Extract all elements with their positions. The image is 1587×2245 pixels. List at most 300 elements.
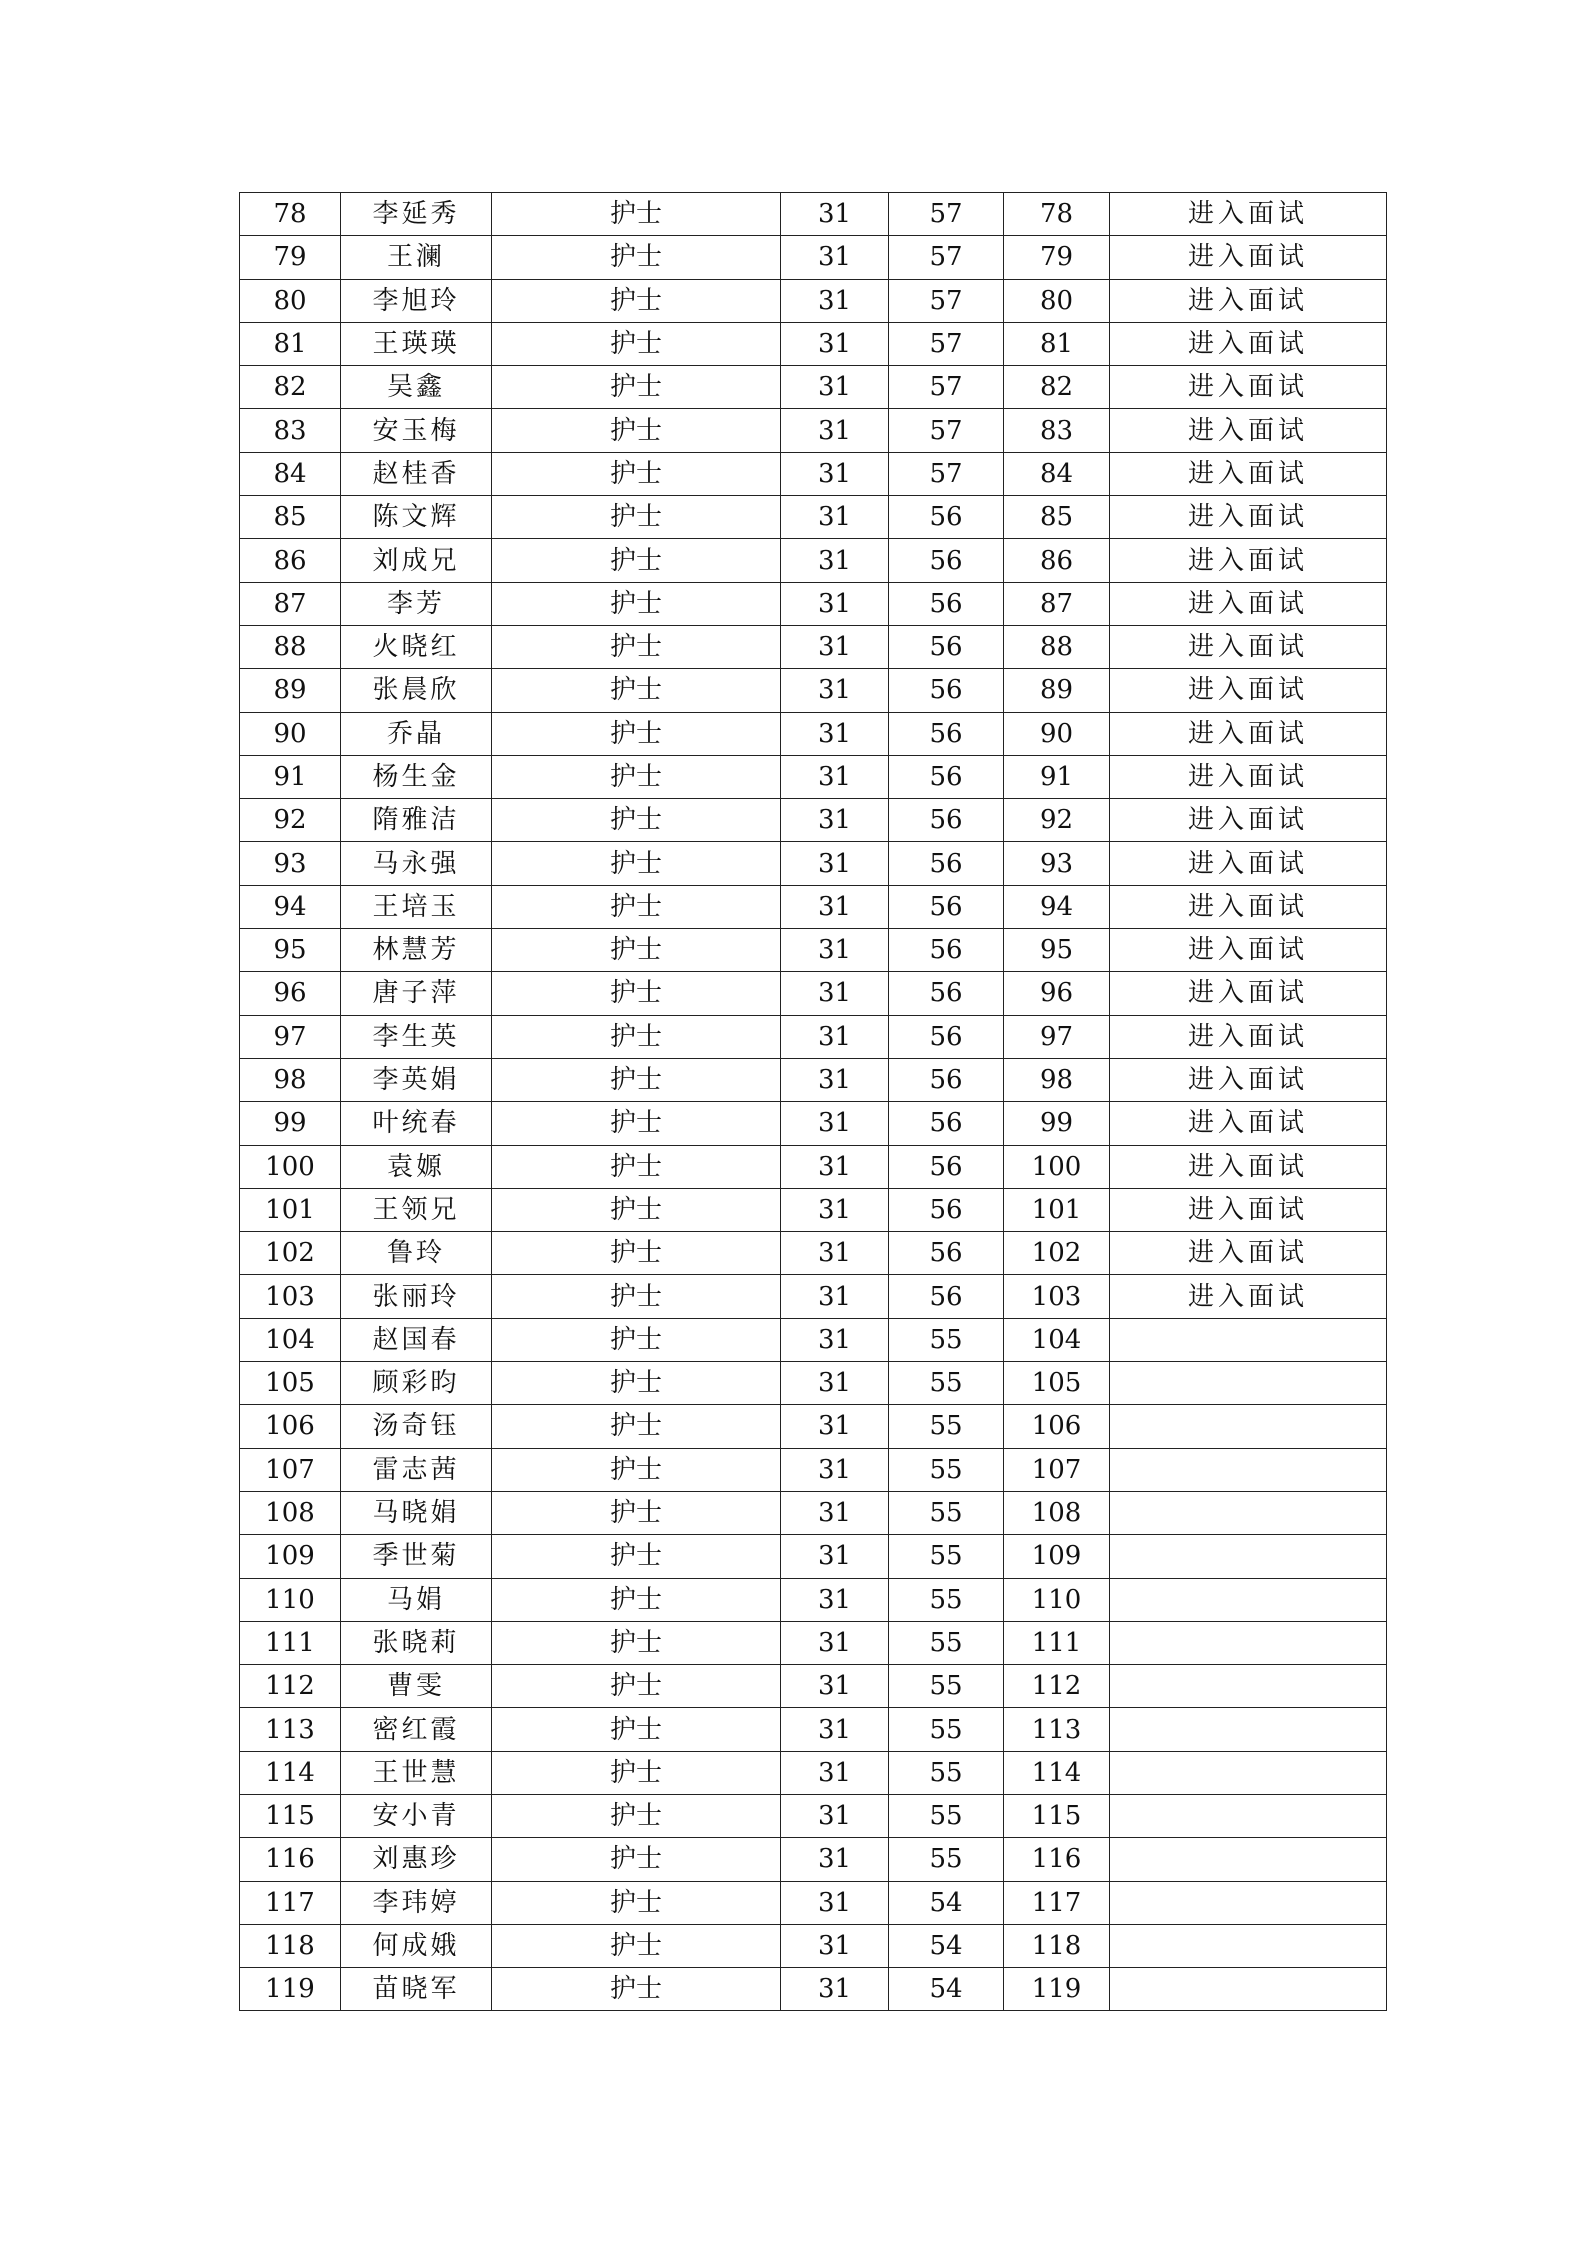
score-cell: 54: [889, 1968, 1004, 2011]
table-row: [240, 1665, 1387, 1708]
table-row: [240, 929, 1387, 972]
row-number-cell: 107: [240, 1448, 341, 1491]
table-row: [240, 1881, 1387, 1924]
position-code-cell: 31: [781, 193, 889, 236]
score-cell: 55: [889, 1621, 1004, 1664]
score-cell: 56: [889, 582, 1004, 625]
row-number-cell: 113: [240, 1708, 341, 1751]
row-number-cell: 93: [240, 842, 341, 885]
status-cell: [1110, 1838, 1387, 1881]
position-code-cell: 31: [781, 1751, 889, 1794]
status-cell: 进入面试: [1110, 669, 1387, 712]
position-code-cell: 31: [781, 1924, 889, 1967]
rank-cell: 118: [1004, 1924, 1110, 1967]
position-code-cell: 31: [781, 799, 889, 842]
row-number-cell: 84: [240, 452, 341, 495]
position-cell: 护士: [492, 1448, 781, 1491]
status-cell: [1110, 1881, 1387, 1924]
score-cell: 56: [889, 1102, 1004, 1145]
status-cell: 进入面试: [1110, 409, 1387, 452]
name-cell: 马娟: [341, 1578, 492, 1621]
rank-cell: 80: [1004, 279, 1110, 322]
candidate-score-table: [239, 192, 1387, 2011]
table-row: [240, 1232, 1387, 1275]
rank-cell: 102: [1004, 1232, 1110, 1275]
position-cell: 护士: [492, 1665, 781, 1708]
row-number-cell: 106: [240, 1405, 341, 1448]
position-code-cell: 31: [781, 1145, 889, 1188]
status-cell: [1110, 1448, 1387, 1491]
rank-cell: 88: [1004, 625, 1110, 668]
score-cell: 54: [889, 1924, 1004, 1967]
table-row: [240, 1535, 1387, 1578]
name-cell: 刘惠珍: [341, 1838, 492, 1881]
rank-cell: 114: [1004, 1751, 1110, 1794]
score-cell: 56: [889, 1058, 1004, 1101]
score-cell: 56: [889, 1232, 1004, 1275]
position-cell: 护士: [492, 1838, 781, 1881]
rank-cell: 92: [1004, 799, 1110, 842]
position-cell: 护士: [492, 1621, 781, 1664]
position-code-cell: 31: [781, 1405, 889, 1448]
table-body: [240, 193, 1387, 2011]
position-cell: 护士: [492, 1232, 781, 1275]
row-number-cell: 110: [240, 1578, 341, 1621]
table-row: [240, 1838, 1387, 1881]
name-cell: 叶统春: [341, 1102, 492, 1145]
table-row: [240, 496, 1387, 539]
score-cell: 55: [889, 1578, 1004, 1621]
table-row: [240, 279, 1387, 322]
rank-cell: 89: [1004, 669, 1110, 712]
row-number-cell: 103: [240, 1275, 341, 1318]
rank-cell: 86: [1004, 539, 1110, 582]
status-cell: 进入面试: [1110, 193, 1387, 236]
rank-cell: 116: [1004, 1838, 1110, 1881]
position-code-cell: 31: [781, 1232, 889, 1275]
position-code-cell: 31: [781, 885, 889, 928]
row-number-cell: 81: [240, 322, 341, 365]
status-cell: [1110, 1405, 1387, 1448]
name-cell: 马永强: [341, 842, 492, 885]
position-cell: 护士: [492, 1578, 781, 1621]
status-cell: [1110, 1665, 1387, 1708]
position-cell: 护士: [492, 1794, 781, 1837]
name-cell: 顾彩昀: [341, 1362, 492, 1405]
position-code-cell: 31: [781, 1665, 889, 1708]
position-code-cell: 31: [781, 1102, 889, 1145]
row-number-cell: 95: [240, 929, 341, 972]
table-row: [240, 366, 1387, 409]
rank-cell: 115: [1004, 1794, 1110, 1837]
position-code-cell: 31: [781, 1535, 889, 1578]
table-row: [240, 712, 1387, 755]
row-number-cell: 91: [240, 755, 341, 798]
rank-cell: 99: [1004, 1102, 1110, 1145]
position-code-cell: 31: [781, 409, 889, 452]
name-cell: 王澜: [341, 236, 492, 279]
status-cell: 进入面试: [1110, 1102, 1387, 1145]
table-row: [240, 322, 1387, 365]
table-row: [240, 452, 1387, 495]
name-cell: 李延秀: [341, 193, 492, 236]
name-cell: 赵桂香: [341, 452, 492, 495]
name-cell: 刘成兄: [341, 539, 492, 582]
table-row: [240, 1751, 1387, 1794]
rank-cell: 94: [1004, 885, 1110, 928]
position-code-cell: 31: [781, 366, 889, 409]
position-code-cell: 31: [781, 582, 889, 625]
score-cell: 57: [889, 322, 1004, 365]
score-cell: 55: [889, 1405, 1004, 1448]
row-number-cell: 102: [240, 1232, 341, 1275]
rank-cell: 95: [1004, 929, 1110, 972]
row-number-cell: 98: [240, 1058, 341, 1101]
row-number-cell: 116: [240, 1838, 341, 1881]
rank-cell: 111: [1004, 1621, 1110, 1664]
rank-cell: 97: [1004, 1015, 1110, 1058]
score-cell: 57: [889, 279, 1004, 322]
rank-cell: 100: [1004, 1145, 1110, 1188]
row-number-cell: 108: [240, 1491, 341, 1534]
score-cell: 57: [889, 366, 1004, 409]
status-cell: 进入面试: [1110, 1058, 1387, 1101]
name-cell: 王领兄: [341, 1188, 492, 1231]
row-number-cell: 99: [240, 1102, 341, 1145]
score-cell: 56: [889, 799, 1004, 842]
rank-cell: 113: [1004, 1708, 1110, 1751]
rank-cell: 105: [1004, 1362, 1110, 1405]
row-number-cell: 112: [240, 1665, 341, 1708]
status-cell: [1110, 1535, 1387, 1578]
position-cell: 护士: [492, 409, 781, 452]
table-row: [240, 1058, 1387, 1101]
name-cell: 吴鑫: [341, 366, 492, 409]
position-code-cell: 31: [781, 929, 889, 972]
name-cell: 马晓娟: [341, 1491, 492, 1534]
rank-cell: 106: [1004, 1405, 1110, 1448]
position-code-cell: 31: [781, 1881, 889, 1924]
name-cell: 火晓红: [341, 625, 492, 668]
table-row: [240, 1794, 1387, 1837]
status-cell: [1110, 1794, 1387, 1837]
table-row: [240, 1015, 1387, 1058]
table-row: [240, 1405, 1387, 1448]
row-number-cell: 100: [240, 1145, 341, 1188]
status-cell: 进入面试: [1110, 972, 1387, 1015]
row-number-cell: 87: [240, 582, 341, 625]
score-cell: 55: [889, 1362, 1004, 1405]
row-number-cell: 78: [240, 193, 341, 236]
position-cell: 护士: [492, 885, 781, 928]
table-row: [240, 1968, 1387, 2011]
table-row: [240, 409, 1387, 452]
position-cell: 护士: [492, 712, 781, 755]
table-row: [240, 885, 1387, 928]
status-cell: 进入面试: [1110, 366, 1387, 409]
table-row: [240, 972, 1387, 1015]
position-cell: 护士: [492, 1275, 781, 1318]
position-cell: 护士: [492, 1015, 781, 1058]
status-cell: 进入面试: [1110, 755, 1387, 798]
position-cell: 护士: [492, 279, 781, 322]
score-cell: 55: [889, 1751, 1004, 1794]
position-cell: 护士: [492, 1924, 781, 1967]
name-cell: 安小青: [341, 1794, 492, 1837]
rank-cell: 87: [1004, 582, 1110, 625]
table-row: [240, 1188, 1387, 1231]
status-cell: [1110, 1362, 1387, 1405]
position-code-cell: 31: [781, 1708, 889, 1751]
row-number-cell: 115: [240, 1794, 341, 1837]
name-cell: 李旭玲: [341, 279, 492, 322]
status-cell: 进入面试: [1110, 1188, 1387, 1231]
rank-cell: 103: [1004, 1275, 1110, 1318]
score-cell: 57: [889, 409, 1004, 452]
score-cell: 56: [889, 669, 1004, 712]
rank-cell: 81: [1004, 322, 1110, 365]
score-cell: 55: [889, 1491, 1004, 1534]
score-cell: 57: [889, 193, 1004, 236]
name-cell: 季世菊: [341, 1535, 492, 1578]
row-number-cell: 118: [240, 1924, 341, 1967]
position-cell: 护士: [492, 496, 781, 539]
position-cell: 护士: [492, 539, 781, 582]
score-cell: 56: [889, 755, 1004, 798]
row-number-cell: 88: [240, 625, 341, 668]
position-cell: 护士: [492, 322, 781, 365]
status-cell: 进入面试: [1110, 1275, 1387, 1318]
rank-cell: 104: [1004, 1318, 1110, 1361]
rank-cell: 85: [1004, 496, 1110, 539]
status-cell: 进入面试: [1110, 885, 1387, 928]
position-cell: 护士: [492, 755, 781, 798]
position-code-cell: 31: [781, 669, 889, 712]
position-cell: 护士: [492, 842, 781, 885]
position-cell: 护士: [492, 193, 781, 236]
status-cell: [1110, 1621, 1387, 1664]
position-code-cell: 31: [781, 1448, 889, 1491]
name-cell: 李玮婷: [341, 1881, 492, 1924]
table-row: [240, 842, 1387, 885]
row-number-cell: 80: [240, 279, 341, 322]
name-cell: 隋雅洁: [341, 799, 492, 842]
score-cell: 54: [889, 1881, 1004, 1924]
status-cell: 进入面试: [1110, 712, 1387, 755]
position-code-cell: 31: [781, 1318, 889, 1361]
score-cell: 55: [889, 1838, 1004, 1881]
row-number-cell: 90: [240, 712, 341, 755]
status-cell: 进入面试: [1110, 1015, 1387, 1058]
name-cell: 唐子萍: [341, 972, 492, 1015]
name-cell: 汤奇钰: [341, 1405, 492, 1448]
table-row: [240, 1275, 1387, 1318]
name-cell: 鲁玲: [341, 1232, 492, 1275]
row-number-cell: 101: [240, 1188, 341, 1231]
score-cell: 56: [889, 1015, 1004, 1058]
position-cell: 护士: [492, 1188, 781, 1231]
score-cell: 56: [889, 496, 1004, 539]
name-cell: 杨生金: [341, 755, 492, 798]
rank-cell: 109: [1004, 1535, 1110, 1578]
rank-cell: 84: [1004, 452, 1110, 495]
name-cell: 王世慧: [341, 1751, 492, 1794]
status-cell: [1110, 1708, 1387, 1751]
name-cell: 何成娥: [341, 1924, 492, 1967]
name-cell: 曹雯: [341, 1665, 492, 1708]
score-cell: 55: [889, 1448, 1004, 1491]
position-code-cell: 31: [781, 1188, 889, 1231]
score-cell: 55: [889, 1535, 1004, 1578]
position-code-cell: 31: [781, 452, 889, 495]
position-code-cell: 31: [781, 1794, 889, 1837]
position-code-cell: 31: [781, 496, 889, 539]
name-cell: 李英娟: [341, 1058, 492, 1101]
table-row: [240, 669, 1387, 712]
rank-cell: 110: [1004, 1578, 1110, 1621]
name-cell: 李芳: [341, 582, 492, 625]
score-cell: 56: [889, 842, 1004, 885]
table-row: [240, 236, 1387, 279]
table-row: [240, 1491, 1387, 1534]
position-code-cell: 31: [781, 1621, 889, 1664]
position-code-cell: 31: [781, 842, 889, 885]
position-cell: 护士: [492, 1362, 781, 1405]
table-row: [240, 625, 1387, 668]
row-number-cell: 109: [240, 1535, 341, 1578]
name-cell: 雷志茜: [341, 1448, 492, 1491]
rank-cell: 82: [1004, 366, 1110, 409]
row-number-cell: 85: [240, 496, 341, 539]
name-cell: 李生英: [341, 1015, 492, 1058]
score-cell: 56: [889, 625, 1004, 668]
score-cell: 56: [889, 885, 1004, 928]
table-row: [240, 1924, 1387, 1967]
rank-cell: 90: [1004, 712, 1110, 755]
status-cell: 进入面试: [1110, 539, 1387, 582]
name-cell: 袁嫄: [341, 1145, 492, 1188]
table-row: [240, 1621, 1387, 1664]
position-cell: 护士: [492, 1708, 781, 1751]
status-cell: [1110, 1751, 1387, 1794]
position-cell: 护士: [492, 366, 781, 409]
row-number-cell: 104: [240, 1318, 341, 1361]
rank-cell: 112: [1004, 1665, 1110, 1708]
position-cell: 护士: [492, 669, 781, 712]
rank-cell: 107: [1004, 1448, 1110, 1491]
row-number-cell: 111: [240, 1621, 341, 1664]
status-cell: 进入面试: [1110, 279, 1387, 322]
score-cell: 56: [889, 929, 1004, 972]
position-code-cell: 31: [781, 1838, 889, 1881]
score-cell: 56: [889, 1188, 1004, 1231]
name-cell: 乔晶: [341, 712, 492, 755]
status-cell: 进入面试: [1110, 1145, 1387, 1188]
table-row: [240, 1362, 1387, 1405]
table-row: [240, 1145, 1387, 1188]
position-cell: 护士: [492, 582, 781, 625]
table-row: [240, 539, 1387, 582]
rank-cell: 96: [1004, 972, 1110, 1015]
row-number-cell: 96: [240, 972, 341, 1015]
position-cell: 护士: [492, 1751, 781, 1794]
name-cell: 陈文辉: [341, 496, 492, 539]
name-cell: 安玉梅: [341, 409, 492, 452]
status-cell: 进入面试: [1110, 496, 1387, 539]
position-cell: 护士: [492, 1535, 781, 1578]
table-row: [240, 1708, 1387, 1751]
position-cell: 护士: [492, 929, 781, 972]
position-cell: 护士: [492, 1968, 781, 2011]
name-cell: 张丽玲: [341, 1275, 492, 1318]
position-cell: 护士: [492, 972, 781, 1015]
table-row: [240, 193, 1387, 236]
position-code-cell: 31: [781, 1491, 889, 1534]
status-cell: [1110, 1578, 1387, 1621]
table-row: [240, 799, 1387, 842]
score-cell: 55: [889, 1665, 1004, 1708]
row-number-cell: 94: [240, 885, 341, 928]
score-cell: 55: [889, 1794, 1004, 1837]
score-cell: 56: [889, 539, 1004, 582]
position-code-cell: 31: [781, 755, 889, 798]
position-cell: 护士: [492, 1102, 781, 1145]
rank-cell: 108: [1004, 1491, 1110, 1534]
rank-cell: 79: [1004, 236, 1110, 279]
row-number-cell: 119: [240, 1968, 341, 2011]
position-cell: 护士: [492, 1318, 781, 1361]
score-cell: 55: [889, 1318, 1004, 1361]
rank-cell: 93: [1004, 842, 1110, 885]
position-code-cell: 31: [781, 1015, 889, 1058]
name-cell: 林慧芳: [341, 929, 492, 972]
score-cell: 55: [889, 1708, 1004, 1751]
status-cell: [1110, 1968, 1387, 2011]
name-cell: 密红霞: [341, 1708, 492, 1751]
table-row: [240, 1448, 1387, 1491]
name-cell: 张晓莉: [341, 1621, 492, 1664]
status-cell: [1110, 1491, 1387, 1534]
position-code-cell: 31: [781, 972, 889, 1015]
score-cell: 56: [889, 972, 1004, 1015]
row-number-cell: 117: [240, 1881, 341, 1924]
position-code-cell: 31: [781, 1362, 889, 1405]
table-row: [240, 1578, 1387, 1621]
row-number-cell: 92: [240, 799, 341, 842]
position-code-cell: 31: [781, 712, 889, 755]
score-cell: 56: [889, 1275, 1004, 1318]
status-cell: [1110, 1924, 1387, 1967]
position-cell: 护士: [492, 1491, 781, 1534]
position-code-cell: 31: [781, 539, 889, 582]
position-code-cell: 31: [781, 279, 889, 322]
status-cell: 进入面试: [1110, 1232, 1387, 1275]
position-cell: 护士: [492, 452, 781, 495]
position-code-cell: 31: [781, 1968, 889, 2011]
position-code-cell: 31: [781, 625, 889, 668]
score-cell: 56: [889, 1145, 1004, 1188]
row-number-cell: 114: [240, 1751, 341, 1794]
row-number-cell: 86: [240, 539, 341, 582]
rank-cell: 101: [1004, 1188, 1110, 1231]
table-row: [240, 1318, 1387, 1361]
rank-cell: 91: [1004, 755, 1110, 798]
status-cell: 进入面试: [1110, 929, 1387, 972]
row-number-cell: 105: [240, 1362, 341, 1405]
status-cell: 进入面试: [1110, 452, 1387, 495]
position-cell: 护士: [492, 799, 781, 842]
position-cell: 护士: [492, 1881, 781, 1924]
